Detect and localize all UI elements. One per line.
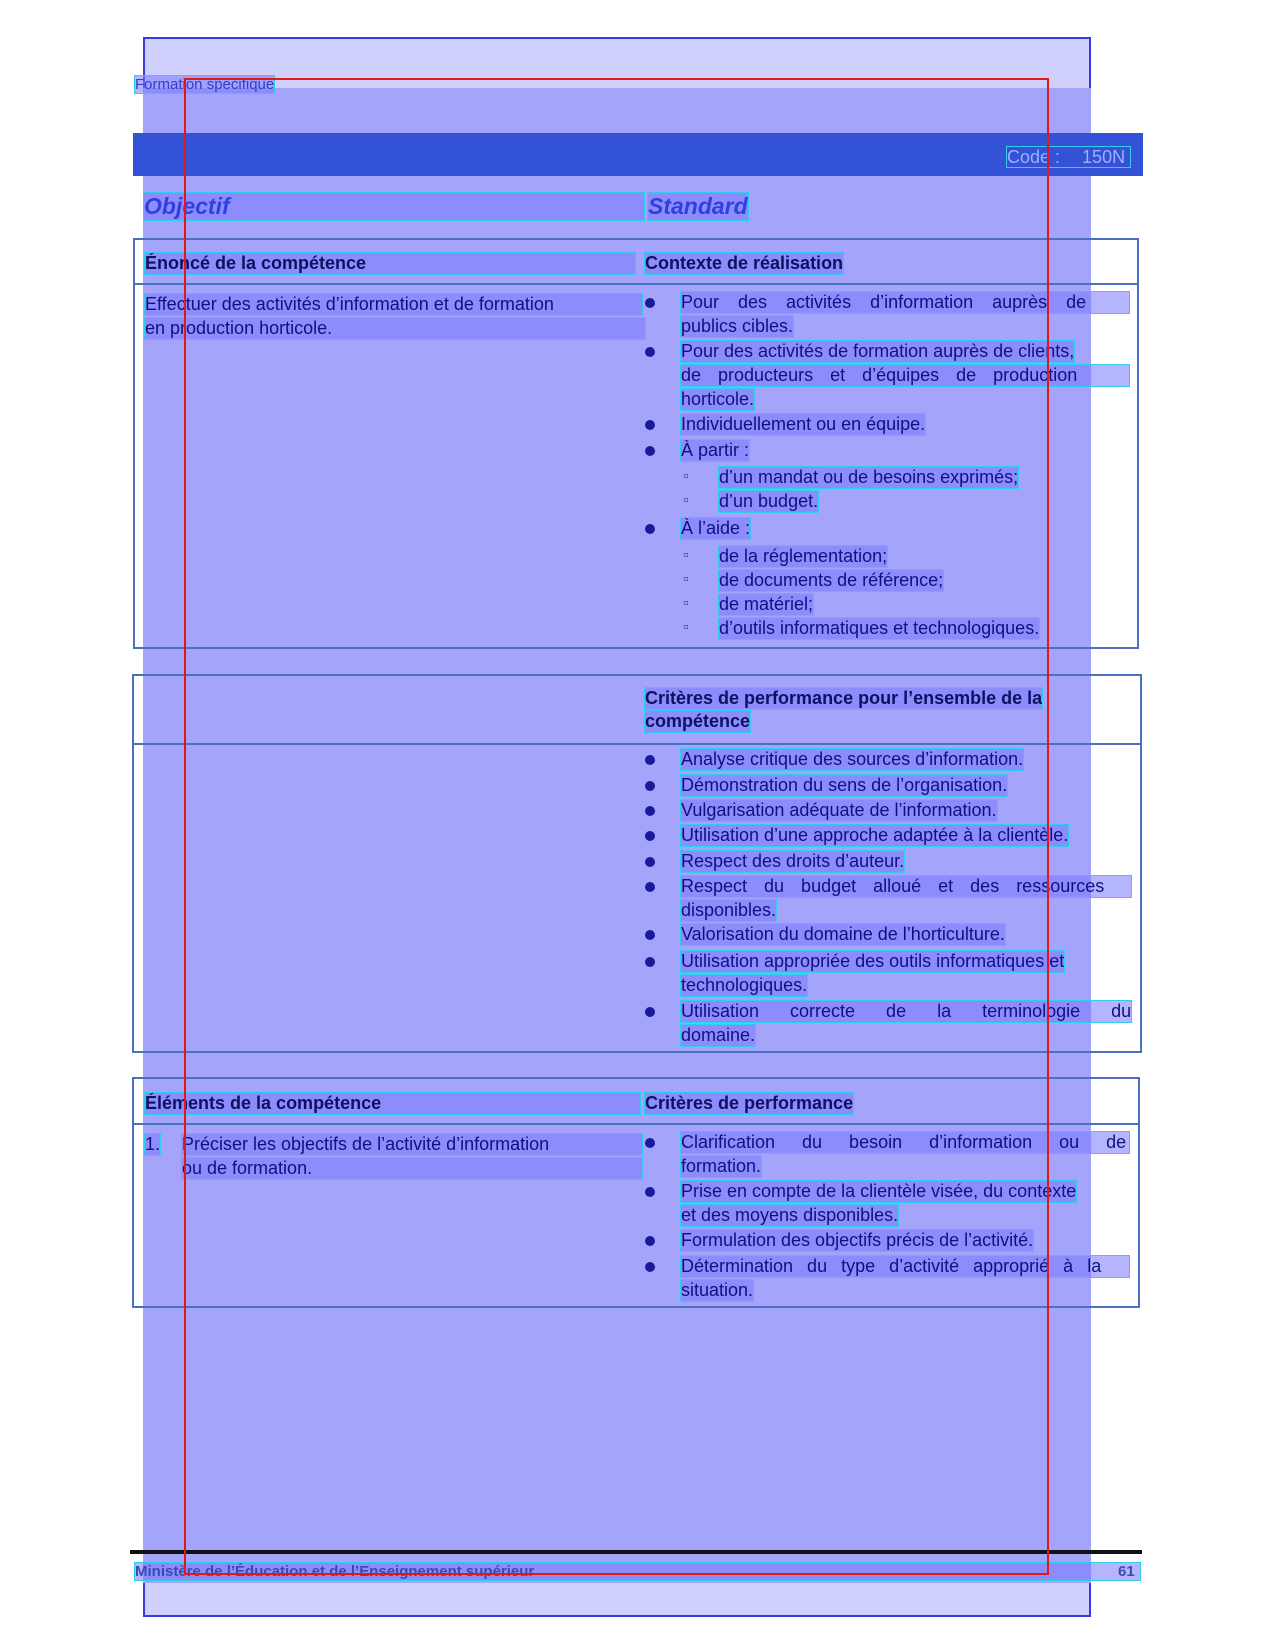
criterion-item: Utilisation d’une approche adaptée à la clientèle. bbox=[681, 825, 1069, 845]
performance-item: Détermination du type d’activité approprié à la bbox=[681, 1256, 1129, 1277]
context-subitem: de matériel; bbox=[719, 594, 814, 614]
criterion-item: Utilisation correcte de la terminologie du bbox=[681, 1001, 1132, 1021]
context-item-cont: de producteurs et d’équipes de production bbox=[681, 365, 1129, 386]
criterion-item-cont: technologiques. bbox=[681, 975, 808, 995]
performance-item-cont: formation. bbox=[681, 1156, 762, 1176]
context-subitem: d’outils informatiques et technologiques. bbox=[719, 618, 1040, 638]
contexte-header: Contexte de réalisation bbox=[645, 253, 844, 273]
frame-outline bbox=[184, 78, 1049, 1575]
performance-item: Prise en compte de la clientèle visée, du contexte bbox=[681, 1181, 1077, 1201]
element-number: 1. bbox=[145, 1134, 161, 1154]
objectif-title: Objectif bbox=[144, 193, 644, 220]
criterion-item: Valorisation du domaine de l’horticulture. bbox=[681, 924, 1005, 944]
criterion-item: Respect des droits d’auteur. bbox=[681, 851, 905, 871]
criteres-header: Critères de performance bbox=[645, 1093, 854, 1113]
context-subitem: d’un mandat ou de besoins exprimés; bbox=[719, 467, 1019, 487]
footer-ministry: Ministère de l’Éducation et de l’Enseignement supérieur bbox=[135, 1563, 1140, 1580]
context-item: Pour des activités de formation auprès de clients, bbox=[681, 341, 1075, 361]
statement-line-1: Effectuer des activités d’information et de formation bbox=[145, 294, 642, 315]
performance-item: Formulation des objectifs précis de l’activité. bbox=[681, 1230, 1034, 1250]
criterion-item-cont: disponibles. bbox=[681, 900, 777, 920]
code-label: Code : bbox=[1007, 147, 1061, 167]
sub-bullet-icon: ▫ bbox=[683, 492, 689, 509]
sub-bullet-icon: ▫ bbox=[683, 595, 689, 612]
context-item: À partir : bbox=[681, 440, 750, 460]
element-line-1: Préciser les objectifs de l’activité d’information bbox=[182, 1134, 642, 1155]
context-subitem: d’un budget. bbox=[719, 491, 819, 511]
code-value: 150N bbox=[1082, 147, 1126, 167]
criterion-item: Respect du budget alloué et des ressources bbox=[681, 876, 1131, 897]
enonce-header: Énoncé de la compétence bbox=[145, 253, 635, 274]
statement-line-2: en production horticole. bbox=[145, 318, 645, 339]
context-item: Individuellement ou en équipe. bbox=[681, 414, 926, 434]
sub-bullet-icon: ▫ bbox=[683, 547, 689, 564]
criteres-ensemble-header: Critères de performance pour l’ensemble de la bbox=[645, 688, 1043, 708]
elements-header: Éléments de la compétence bbox=[145, 1093, 640, 1114]
performance-item-cont: et des moyens disponibles. bbox=[681, 1205, 899, 1225]
criteres-ensemble-header-cont: compétence bbox=[645, 711, 751, 731]
running-header: Formation spécifique bbox=[135, 76, 275, 93]
criterion-item: Utilisation appropriée des outils informatiques et bbox=[681, 951, 1065, 971]
context-subitem: de la réglementation; bbox=[719, 546, 888, 566]
context-item-cont: horticole. bbox=[681, 389, 755, 409]
sub-bullet-icon: ▫ bbox=[683, 468, 689, 485]
page-number: 61 bbox=[1118, 1563, 1135, 1580]
performance-item-cont: situation. bbox=[681, 1280, 754, 1300]
criterion-item: Démonstration du sens de l’organisation. bbox=[681, 775, 1008, 795]
context-item: Pour des activités d’information auprès de bbox=[681, 292, 1129, 313]
criterion-item: Vulgarisation adéquate de l’information. bbox=[681, 800, 997, 820]
sub-bullet-icon: ▫ bbox=[683, 619, 689, 636]
standard-title: Standard bbox=[648, 193, 748, 219]
sub-bullet-icon: ▫ bbox=[683, 571, 689, 588]
performance-item: Clarification du besoin d’information ou de bbox=[681, 1132, 1129, 1153]
criterion-item-cont: domaine. bbox=[681, 1025, 756, 1045]
context-item-cont: publics cibles. bbox=[681, 316, 794, 336]
criterion-item: Analyse critique des sources d’information. bbox=[681, 749, 1024, 769]
element-line-2: ou de formation. bbox=[182, 1158, 642, 1179]
context-item: À l’aide : bbox=[681, 518, 751, 538]
context-subitem: de documents de référence; bbox=[719, 570, 944, 590]
